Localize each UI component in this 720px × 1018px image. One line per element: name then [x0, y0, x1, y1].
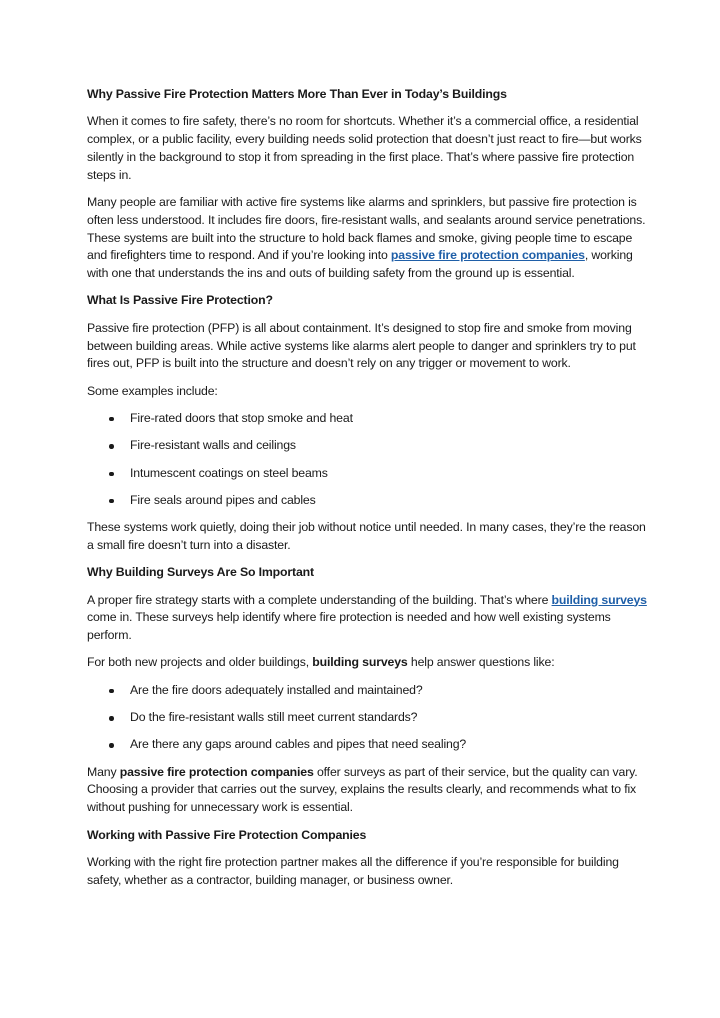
surveys-p1-text-after: come in. These surveys help identify where fire protection is needed and how well existing systems perform. — [87, 610, 611, 643]
heading-why-pfp-matters: Why Passive Fire Protection Matters More Than Ever in Today’s Buildings — [87, 87, 507, 101]
bullet-icon — [109, 444, 114, 449]
questions-list — [87, 682, 647, 754]
list-item — [87, 709, 647, 727]
list-item — [87, 437, 647, 455]
document-page — [87, 86, 647, 899]
intro-p2-text-before: Many people are familiar with active fire systems like alarms and sprinklers, but passive fire protection is often less understood. It includes fire doors, fire-resistant walls, and sealants around service penetrations. These systems are built into the structure to hold back flames and smoke, giving people time to escape and firefighters time to respond. And if you’re looking into — [87, 194, 646, 263]
list-item — [87, 736, 647, 754]
surveys-p2-text-after: help answer questions like: — [407, 655, 555, 670]
working-paragraph-1: Working with the right fire protection partner makes all the difference if you’re responsible for building safety, whether as a contractor, building manager, or business owner. — [87, 854, 619, 887]
intro-paragraph-1: When it comes to fire safety, there’s no room for shortcuts. Whether it’s a commercial office, a residential complex, or a public facility, every building needs solid protection that doesn’t just react to fire—but works silently in the background to stop it from spreading in the first place. That’s where passive fire protection steps in. — [87, 114, 642, 182]
list-item — [87, 492, 647, 510]
surveys-p3-text-after: offer surveys as part of their service, but the quality can vary. Choosing a provider that carries out the survey, explains the results clearly, and recommends what to fix without pushing for unnecessary work is essential. — [87, 764, 638, 815]
list-item-text: Intumescent coatings on steel beams — [130, 465, 328, 480]
link-passive-fire-protection-companies[interactable]: passive fire protection companies — [390, 248, 585, 263]
heading-building-surveys: Why Building Surveys Are So Important — [87, 565, 314, 580]
list-item-text: Are the fire doors adequately installed and maintained? — [130, 682, 423, 697]
heading-working-with-pfp-companies: Working with Passive Fire Protection Companies — [87, 827, 367, 842]
what-is-paragraph-3: These systems work quietly, doing their job without notice until needed. In many cases, they’re the reason a small fire doesn’t turn into a disaster. — [87, 520, 646, 552]
list-item-text: Do the fire-resistant walls still meet current standards? — [130, 710, 418, 725]
surveys-p2-text-before: For both new projects and older buildings, — [87, 655, 313, 670]
surveys-p3-bold: passive fire protection companies — [119, 764, 314, 779]
list-item — [87, 682, 647, 700]
what-is-paragraph-1: Passive fire protection (PFP) is all about containment. It’s designed to stop fire and smoke from moving between building areas. While active systems like alarms alert people to danger and sprinklers try to put fires out, PFP is built into the structure and doesn’t rely on any trigger or movement to work. — [87, 320, 636, 371]
surveys-paragraph-1 — [87, 592, 647, 645]
heading-what-is-pfp: What Is Passive Fire Protection? — [87, 293, 273, 308]
bullet-icon — [109, 689, 114, 694]
list-item — [87, 410, 647, 428]
surveys-paragraph-3 — [87, 764, 647, 817]
bullet-icon — [109, 417, 114, 422]
bullet-icon — [109, 743, 114, 748]
list-item-text: Fire seals around pipes and cables — [130, 492, 316, 507]
what-is-paragraph-2: Some examples include: — [87, 383, 218, 398]
surveys-p3-text-before: Many — [87, 764, 120, 779]
list-item-text: Fire-rated doors that stop smoke and heat — [130, 410, 353, 425]
surveys-p1-text-before: A proper fire strategy starts with a complete understanding of the building. That’s where — [87, 592, 552, 607]
list-item — [87, 465, 647, 483]
examples-list — [87, 410, 647, 510]
list-item-text: Fire-resistant walls and ceilings — [130, 438, 296, 453]
surveys-paragraph-2 — [87, 654, 647, 672]
bullet-icon — [109, 716, 114, 721]
list-item-text: Are there any gaps around cables and pipes that need sealing? — [130, 737, 467, 752]
bullet-icon — [109, 472, 114, 477]
link-building-surveys[interactable]: building surveys — [551, 592, 647, 607]
intro-paragraph-2 — [87, 194, 647, 283]
surveys-p2-bold: building surveys — [312, 655, 408, 670]
intro-p2-text-after: , working with one that understands the ins and outs of building safety from the ground up is essential. — [87, 248, 633, 281]
bullet-icon — [109, 499, 114, 504]
